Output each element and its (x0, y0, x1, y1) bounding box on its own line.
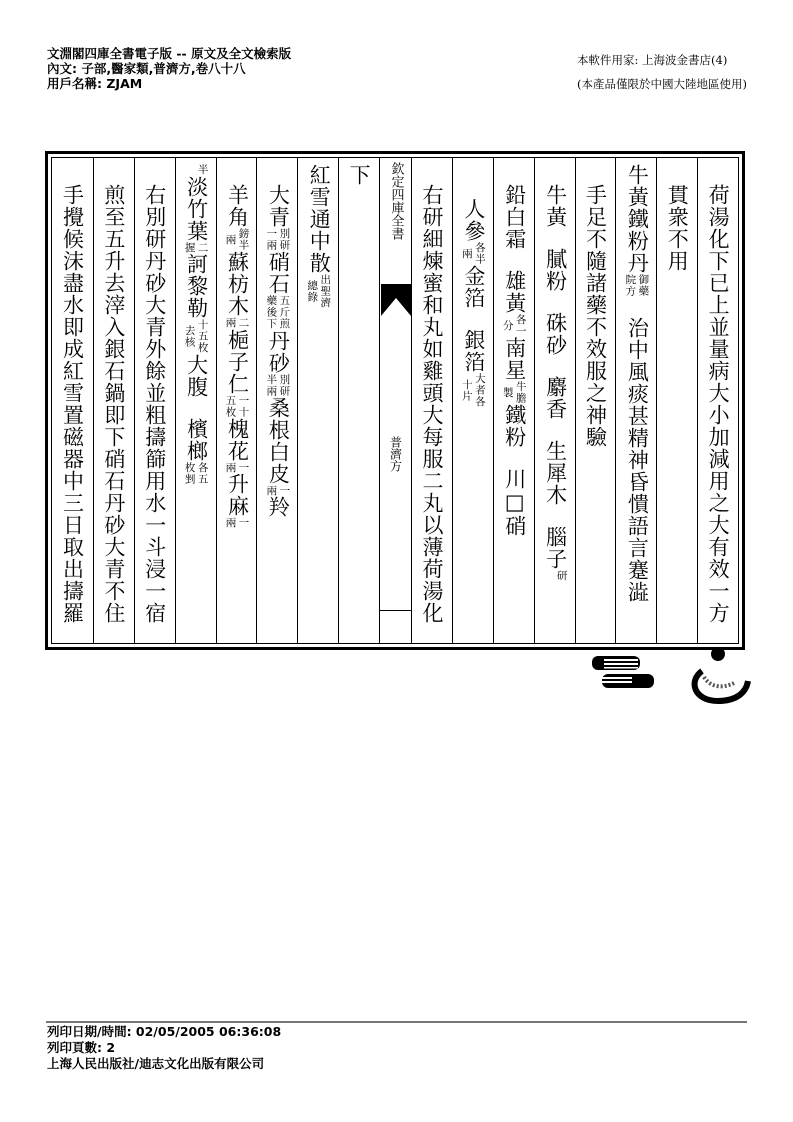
text-column (697, 158, 738, 643)
main-text: 雄黃 (502, 270, 527, 314)
annotation-line: 別研 (278, 228, 291, 251)
column-text: 下 (347, 164, 372, 186)
column-text: 手足不隨諸藥不效服之神驗 (583, 184, 608, 448)
annotation-line (542, 570, 555, 582)
text-column (534, 158, 575, 643)
main-text: 淡竹葉 (184, 175, 209, 242)
main-text: 訶黎勒 (184, 253, 209, 319)
product-title: 文淵閣四庫全書電子版 -- 原文及全文檢索版 (47, 46, 292, 61)
main-text: 大青 (266, 184, 291, 228)
spine-divider (380, 610, 411, 611)
page-inner-frame (51, 157, 739, 644)
annotation-line: 大者各 (473, 373, 486, 408)
main-text: 大腹 (184, 353, 209, 398)
annotation-note (222, 317, 252, 329)
column-text: 手攪候沫盡水即成紅雪置磁器中三日取出擣羅 (60, 184, 85, 624)
annotation-note (262, 295, 292, 330)
annotation-line: 一 (237, 461, 250, 473)
print-datetime: 列印日期/時間: 02/05/2005 06:36:08 (47, 1024, 282, 1039)
main-text: 紅雪通中散 (307, 164, 332, 274)
annotation-note (181, 462, 211, 485)
annotation-note (181, 164, 211, 176)
annotation-line: 半兩 (265, 373, 278, 397)
annotation-note (222, 462, 252, 474)
text-columns (52, 158, 738, 643)
main-text: 牛黃鐵粉丹 (625, 164, 650, 274)
main-text: 羚 (266, 496, 291, 518)
annotation-line: 去核 (183, 324, 196, 348)
page-frame (45, 151, 745, 650)
header-info (47, 46, 291, 91)
publisher: 上海人民出版社/迪志文化出版有限公司 (47, 1056, 265, 1071)
main-text: 銀箔 (461, 329, 486, 373)
annotation-line: 研 (555, 570, 568, 582)
annotation-note (222, 517, 252, 529)
main-text: 牛黃 (543, 184, 568, 228)
annotation-line: 一兩 (265, 228, 278, 251)
print-pages: 列印頁數: 2 (47, 1040, 116, 1055)
annotation-line: 握 (183, 241, 196, 253)
text-column (575, 158, 616, 643)
annotation-line: 兩 (224, 461, 237, 473)
annotation-line: 兩 (224, 517, 237, 529)
main-text: 人參 (461, 198, 486, 242)
text-column (493, 158, 534, 643)
annotation-line: 半 (196, 164, 209, 176)
annotation-line: 二 (196, 241, 209, 253)
seal-emblem-icon (684, 645, 754, 707)
annotation-line: 牛膽 (514, 381, 527, 404)
main-text: 鉛白霜 (502, 184, 527, 250)
main-text: 桑根白皮 (266, 396, 291, 485)
annotation-line: 一十 (237, 394, 250, 418)
column-text: 貫衆不用 (665, 184, 690, 272)
text-column (134, 158, 175, 643)
region-restriction: (本產品僅限於中國大陸地區使用) (577, 77, 747, 91)
annotation-line: 別研 (278, 373, 291, 397)
main-text: 硃砂 (543, 312, 568, 356)
text-column (216, 158, 257, 643)
annotation-line: 兩 (265, 484, 278, 496)
main-text: 南星 (502, 337, 527, 381)
publisher-logo (592, 652, 666, 696)
annotation-note (222, 395, 252, 418)
spine-book-name: 普濟方 (388, 436, 403, 472)
main-text: 膩粉 (543, 248, 568, 292)
annotation-line: 分 (501, 319, 514, 332)
main-text: 硝石 (266, 251, 291, 295)
annotation-line: 兩 (224, 233, 237, 246)
annotation-line: 院方 (624, 274, 637, 297)
user-name: 用戶名稱: ZJAM (47, 76, 143, 91)
main-text: 生犀木 (543, 440, 568, 506)
main-text: 鐵粉 (502, 404, 527, 448)
main-text: 蘇枋木 (225, 251, 250, 317)
annotation-line: 二 (237, 317, 250, 329)
annotation-line: 總錄 (306, 279, 319, 303)
annotation-line: 各五 (196, 461, 209, 485)
annotation-note (222, 228, 252, 251)
annotation-line: 十片 (460, 378, 473, 402)
main-text: 檳榔 (184, 417, 209, 462)
text-column (256, 158, 297, 643)
text-column (175, 158, 216, 643)
annotation-line: 枚剉 (183, 461, 196, 485)
annotation-line: 五枚 (224, 394, 237, 418)
annotation-note (181, 319, 211, 354)
text-column (452, 158, 493, 643)
footer-info (47, 1024, 281, 1072)
annotation-line: 各半 (473, 242, 486, 265)
annotation-note (262, 374, 292, 397)
main-text: 川□硝 (502, 468, 527, 537)
main-text: 羊角 (225, 184, 250, 228)
text-column (93, 158, 134, 643)
text-column (615, 158, 656, 643)
content-path: 內文: 子部,醫家類,普濟方,卷八十八 (47, 61, 246, 76)
main-text: 槐花 (225, 417, 250, 462)
annotation-line: 一 (278, 484, 291, 496)
annotation-note (540, 570, 570, 582)
annotation-line: 鎊半 (237, 228, 250, 251)
main-text: 金箔 (461, 265, 486, 309)
seal-logo (684, 645, 754, 711)
text-column (411, 158, 452, 643)
annotation-line: 御藥 (637, 274, 650, 297)
annotation-note (262, 228, 292, 251)
book-spine-column (379, 158, 411, 643)
main-text: 梔子仁 (225, 328, 250, 395)
column-text: 右研細煉蜜和丸如雞頭大每服二丸以薄荷湯化 (419, 184, 444, 624)
annotation-line: 兩 (460, 247, 473, 260)
footer-divider (46, 1021, 747, 1023)
books-logo-icon (592, 652, 666, 692)
column-text: 荷湯化下已上並量病大小加減用之大有效一方 (706, 184, 731, 624)
annotation-note (303, 274, 333, 309)
annotation-note (262, 485, 292, 497)
license-info (577, 48, 747, 96)
text-column (656, 158, 697, 643)
main-text: 丹砂 (266, 329, 291, 374)
annotation-line: 五斤煎 (278, 295, 291, 330)
main-text: 麝香 (543, 376, 568, 420)
annotation-line: 一 (237, 517, 250, 529)
annotation-note (458, 242, 488, 265)
annotation-line: 藥後下 (265, 295, 278, 330)
annotation-line: 製 (501, 386, 514, 399)
annotation-line: 出聖濟 (319, 274, 332, 309)
annotation-line: 各一 (514, 314, 527, 337)
annotation-note (621, 274, 651, 297)
annotation-note (499, 314, 529, 337)
annotation-line: 兩 (224, 317, 237, 329)
spine-title: 欽定四庫全書 (388, 162, 404, 240)
text-column (52, 158, 93, 643)
annotation-note (181, 242, 211, 254)
annotation-line (183, 164, 196, 176)
column-text: 煎至五升去滓入銀石鍋即下硝石丹砂大青不住 (101, 184, 126, 624)
licensee: 本軟件用家: 上海波金書店(4) (577, 53, 728, 67)
main-text: 升麻 (225, 473, 250, 517)
main-text: 治中風痰甚精神昏憒語言蹇澁 (625, 317, 650, 603)
main-text: 腦子 (543, 526, 568, 570)
fish-tail-mark-icon (381, 284, 411, 316)
annotation-note (499, 381, 529, 404)
text-column (338, 158, 379, 643)
text-column (297, 158, 338, 643)
column-text: 右別研丹砂大青外餘並粗擣篩用水一斗浸一宿 (142, 184, 167, 624)
annotation-line: 十五枚 (196, 319, 209, 354)
annotation-note (458, 373, 488, 408)
